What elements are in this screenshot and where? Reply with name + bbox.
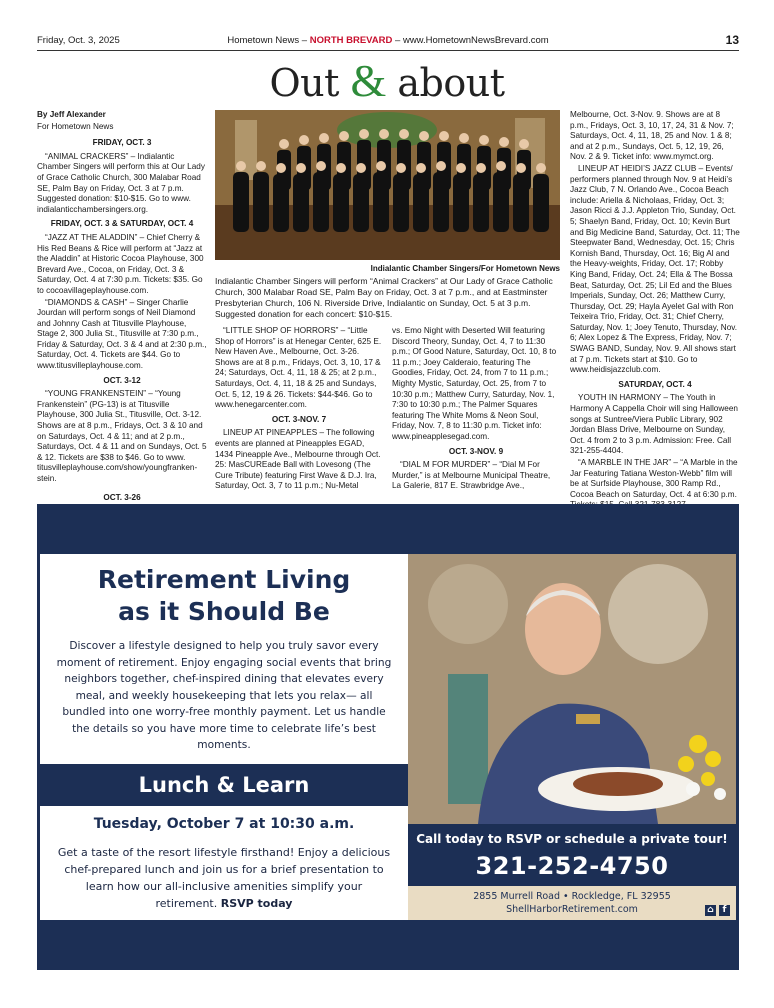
ad-text-panel [40, 554, 408, 920]
header-rule [37, 50, 739, 51]
ad-headline-line2: as it Should Be [118, 597, 330, 626]
event-listing: “LITTLE SHOP OF HORRORS” – “Little Shop of Horrors” is at Henegar Center, 625 E. New Haven Ave., Melbourne, Oct. 3-26. Shows are at 8 p.m., Fridays, Oct. 3, 10, 17 & 24; Saturdays, Oct. 4, 11, 18 & 25; at 2 p.m., Saturdays, Oct. 4, 11, 18 & 25 and Sundays, Oct. 5, 12, 19 & 26. Tickets: $44-$46. Go to www.henegarcenter.com. [215, 326, 382, 410]
title-ampersand: & [350, 55, 386, 106]
event-listing: “A MARBLE IN THE JAR” – “A Marble in the Jar Featuring Tatiana Weston-Webb” film will be at Surfside Playhouse, 300 Ramp Rd., Cocoa Beach on Saturday, Oct. 4 at 6:30 p.m. [570, 458, 738, 499]
date-heading: OCT. 3-12 [103, 375, 141, 385]
event-listing: vs. Emo Night with Deserted Will featuring Discord Theory, Sunday, Oct. 4, 7 to 11:30 p.m.; Of Good Nature, Saturday, Oct. 10, 8 to 11 p.m.; Joey Calderaio, featuring The Goodies, Friday, Oct. 24, from 7 to 11 p.m.; Mighty Mystic, Saturday, Oct. 25, from 7 to 10:30 p.m.; Matthew Curry, Saturday, Nov. 1, 7:30 to 10:30 p.m.; The Palmer Squares featuring The White Moms & Neon Soul, Friday, Nov. 7, 8 to 11:30 p.m. Ticket info: www.pineapplesegad.com. [392, 326, 557, 441]
event-listing: LINEUP AT HEIDI’S JAZZ CLUB – Events/ performers planned through Nov. 9 at Heidi’s Jazz Club, 7 N. Orlando Ave., Cocoa Beach include: Ariella & Nicholaas, Friday, Oct. 3; Jason Ricci & J.J. Appleton Trio, Sunday, Oct. 5; Shaelyn Band, Friday, Oct. 10; Kevin Burt and Big Medicine Band, Saturday, Oct. 11; The Steepwater Band, Wednesday, Oct. 15; Chris Kornish Band, Thursday, Oct. 16; Big Al and the Heavy-weights, Friday, Oct. 17; Robby King Band, Friday, Oct. 24; Ella & The Bossa Beat, Saturday, Oct. 25; Lil Ed and the Blues Imperials, Sunday, Oct. 26; Matthew Curry, Thursday, Oct. 29; Hayla Ayelet Gal with Ron Teixeira Trio, Friday, Oct. 31; Chief Cherry, Saturday, Nov. 1; Joey Tenuto, Thursday, Nov. 6; Alex Lopez & The Express, Friday, Nov. 7; SWAG BAND, Sunday, Nov. 9. All shows start at 7 p.m. Tickets start at $10. Go to www.heidisjazzclub.com. [570, 163, 740, 375]
ad-phone-number[interactable]: 321-252-4750 [475, 852, 669, 880]
ad-address: 2855 Murrell Road • Rockledge, FL 32955 [473, 891, 671, 902]
ad-address-block [408, 886, 736, 920]
ad-event-description: Get a taste of the resort lifestyle firsthand! Enjoy a delicious chef-prepared lunch and join us for a brief presentation to learn how our all-inclusive amenities simplify your retirement. [57, 846, 391, 910]
facebook-icon[interactable]: f [719, 905, 730, 916]
column-3 [392, 326, 560, 493]
ad-body-text: Discover a lifestyle designed to help you truly savor every moment of retirement. Enjoy engaging social events that bring neighbors together, chef-inspired dining that elevates every meal, and weekly housekeeping that lets you relax— all bundled into one worry-free monthly payment. Let us handle the details so you have more time to celebrate life’s best moments. [56, 640, 392, 751]
ad-event-band: Lunch & Learn [40, 764, 408, 806]
byline-affiliation: For Hometown News [37, 121, 114, 131]
site-url[interactable]: – www.HometownNewsBrevard.com [395, 35, 549, 46]
column-1 [37, 110, 207, 506]
event-listing: Melbourne, Oct. 3-Nov. 9. Shows are at 8 p.m., Fridays, Oct. 3, 10, 17, 24, 31 & Nov. 7; Saturdays, Oct. 4, 11, 18, 25 and Nov. 1 & 8; and at 2 p.m., Sundays, Oct. 5, 12, 19, 26, Nov. 2 & 9. Ticket info: www.mymct.org. [570, 110, 734, 162]
photo-caption: Indialantic Chamber Singers will perform “Animal Crackers” at Our Lady of Grace Catholic Church, 300 Malabar Road SE, Palm Bay on Friday, Oct. 3 at 7 p.m., and at Eastminster Presbyterian Church, 106 N. Riverside Drive, Indialantic on Sunday, Oct. 5 at 3 p.m. Suggested donation for each concert: $10-$15. [215, 276, 553, 319]
event-listing: “DIAMONDS & CASH” – Singer Charlie Jourdan will perform songs of Neil Diamond and Johnny Cash at Titusville Playhouse, Stage 2, 300 Julia St., Titusville at 7:30 p.m., Friday & Saturday, Oct. 3 & 4 and at 2:30 p.m., Saturday, Oct. 4. Tickets are $44. Go to www.titusvilleplayhouse.com. [37, 297, 207, 371]
ad-photo-senior-dining [408, 554, 736, 824]
event-listing: YOUTH IN HARMONY – The Youth in Harmony A Cappella Choir will sing Halloween songs at Suntree/Viera Public Library, 902 Jordan Blass Drive, Melbourne on Sunday, Oct. 4 from 2 to 3 p.m. Admission: Free. Call 321-255-4404. [570, 393, 738, 456]
ad-headline-line1: Retirement Living [97, 565, 351, 594]
equal-housing-icon: ⌂ [705, 905, 716, 916]
event-listing: LINEUP AT PINEAPPLES – The following events are planned at Pineapples EGAD, 1434 Pineapple Ave., Melbourne through Oct. 25: MasCUREade Ball with Lovesong (The Cure Tribute) featuring First Wave & D.J. Ira, Saturday, Oct. 3, 7 to 11 p.m.; Nu-Metal [215, 428, 381, 491]
byline-author: By Jeff Alexander [37, 110, 106, 119]
photo-caption-block [215, 263, 560, 320]
section-title [0, 54, 774, 106]
event-listing: “DIAL M FOR MURDER” – “Dial M For Murder,” is at Melbourne Municipal Theatre, La Galerie, 817 E. Strawbridge Ave., [392, 460, 551, 491]
title-word-out: Out [269, 61, 351, 105]
choir-photo-illustration [215, 110, 560, 260]
date-heading: OCT. 3-NOV. 9 [448, 446, 504, 456]
event-listing: “YOUNG FRANKENSTEIN” – “Young Frankenstein” (PG-13) is at Titusville Playhouse, 300 Julia St., Titusville, Oct. 3-12. Shows are at 8 p.m., Fridays, Oct. 3 & 10 and on Saturdays, Oct. 4 & 11; and at 2 p.m., Saturdays, Oct. 4 & 11 and on Sundays, Oct. 5 & 12. Tickets are $38 to $46. Go to www. titusvilleplayhouse.com/show/youngfranken-stein. [37, 389, 207, 483]
ad-rsvp-text: RSVP today [220, 897, 293, 910]
ad-website[interactable]: ShellHarborRetirement.com [506, 904, 638, 915]
date-heading: OCT. 3-26 [103, 492, 141, 502]
title-word-about: about [385, 61, 505, 105]
photo-credit: Indialantic Chamber Singers/For Hometown News [370, 264, 560, 273]
ad-event-details [54, 844, 394, 912]
date-heading: OCT. 3-NOV. 7 [271, 414, 327, 424]
section-name: NORTH BREVARD [309, 35, 393, 46]
page-header [37, 33, 739, 49]
retirement-advertisement [37, 504, 739, 970]
ad-headline [40, 564, 408, 628]
ad-photo-illustration [408, 554, 736, 824]
date-heading: SATURDAY, OCT. 4 [618, 379, 692, 389]
choir-photo [215, 110, 560, 260]
event-listing: “JAZZ AT THE ALADDIN” – Chief Cherry & His Red Beans & Rice will perform at “Jazz at the Aladdin” at Historic Cocoa Playhouse, 300 Brevard Ave., Cocoa, on Friday, Oct. 3 & Saturday, Oct. 4 at 7:30 p.m. Tickets: $35. Go to cocoavillageplayhouse.com. [37, 232, 204, 295]
column-2 [215, 326, 383, 493]
paper-name: Hometown News – [227, 35, 308, 46]
column-4 [570, 110, 740, 512]
date-heading: FRIDAY, OCT. 3 [92, 138, 152, 148]
event-listing: “ANIMAL CRACKERS” – Indialantic Chamber Singers will perform this at Our Lady of Grace Catholic Church, 300 Malabar Road SE, Palm Bay on Friday, Oct. 3 at 7 p.m. Suggested donation: $10-$15. Go to www. indialanticchambersingers.org. [37, 151, 205, 214]
ad-cta-text: Call today to RSVP or schedule a private tour! [416, 832, 728, 846]
page-number: 13 [725, 33, 739, 47]
ad-icons [705, 905, 730, 916]
date-heading: FRIDAY, OCT. 3 & SATURDAY, OCT. 4 [50, 219, 194, 229]
ad-event-date: Tuesday, October 7 at 10:30 a.m. [93, 816, 355, 832]
ad-call-to-action [408, 824, 736, 886]
issue-date: Friday, Oct. 3, 2025 [37, 35, 120, 46]
header-masthead [37, 35, 739, 46]
